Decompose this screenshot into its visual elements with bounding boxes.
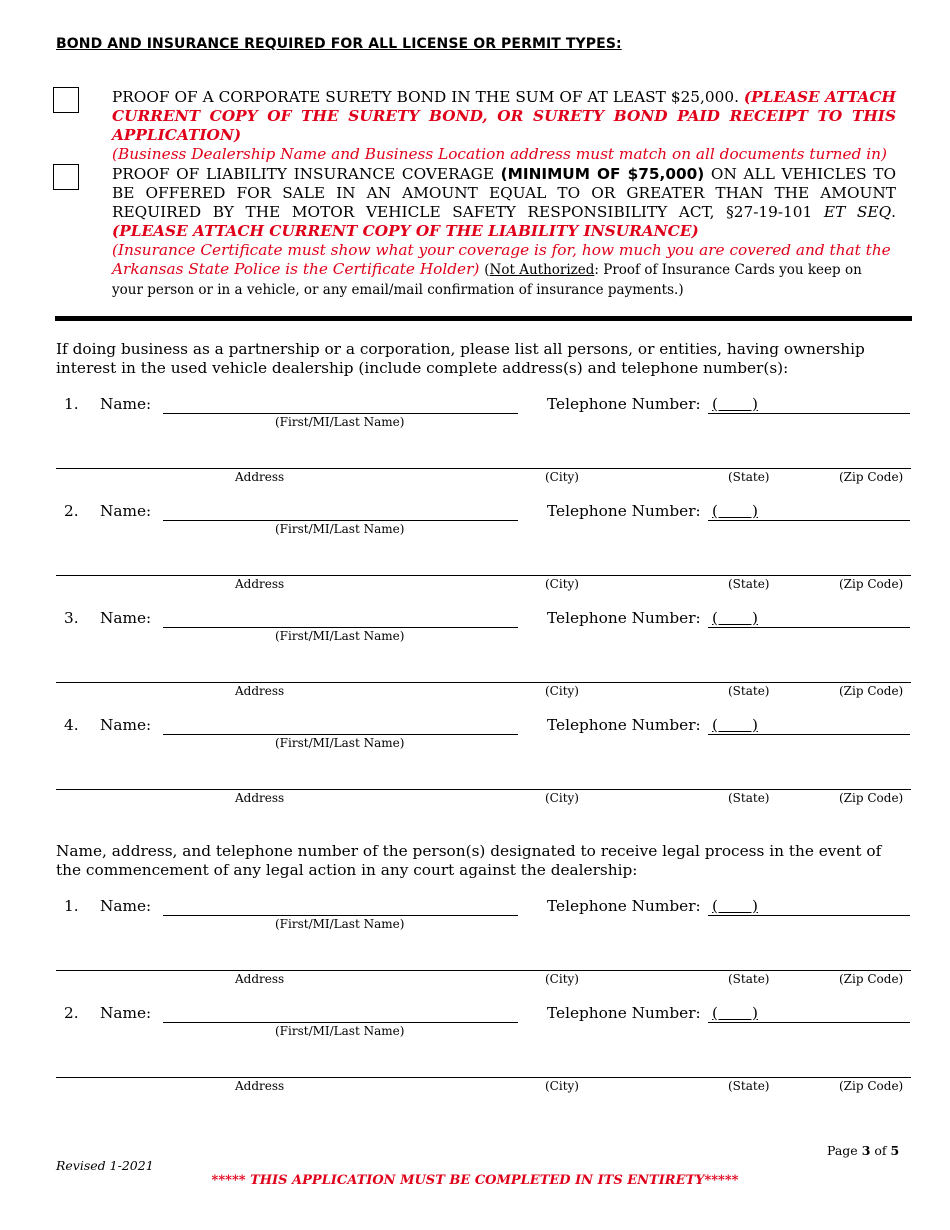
insurance-text-b: ON ALL VEHICLES TO BE OFFERED FOR SALE IN AN AMOUNT EQUAL TO OR GREATER THAN THE AMOUNT REQUIRED BY THE MOTOR VEHICLE SAFETY RESPONSIBILITY ACT, §27-19-101 (112, 165, 896, 221)
address-input-line[interactable] (56, 789, 911, 790)
address-input-line[interactable] (56, 970, 911, 971)
city-caption: (City) (545, 684, 579, 698)
not-authorized-label: Not Authorized (489, 262, 595, 278)
insurance-certificate-note: (Insurance Certificate must show what your coverage is for, how much you are covered and that the Arkansas State Police is the Certificate Holder) (112, 241, 891, 278)
insurance-minimum: (MINIMUM OF $75,000) (500, 165, 705, 183)
city-caption: (City) (545, 972, 579, 986)
address-input-line[interactable] (56, 682, 911, 683)
address-input-line[interactable] (56, 1077, 911, 1078)
bond-checkbox[interactable] (53, 87, 79, 113)
bond-match-note: (Business Dealership Name and Business Location address must match on all documents turned in) (112, 145, 887, 163)
city-caption: (City) (545, 791, 579, 805)
bond-paragraph (112, 88, 896, 164)
telephone-label: Telephone Number: (547, 1004, 701, 1022)
name-label: Name: (100, 716, 152, 734)
address-caption: Address (235, 972, 285, 986)
phone-input-line[interactable] (708, 915, 910, 916)
name-caption: (First/MI/Last Name) (275, 917, 405, 931)
phone-input-line[interactable] (708, 627, 910, 628)
zip-caption: (Zip Code) (839, 791, 904, 805)
name-input-line[interactable] (163, 915, 518, 916)
address-input-line[interactable] (56, 575, 911, 576)
telephone-label: Telephone Number: (547, 395, 701, 413)
entry-number: 3. (64, 609, 79, 627)
name-input-line[interactable] (163, 1022, 518, 1023)
phone-area-code: ( ) (712, 395, 758, 413)
phone-area-code: ( ) (712, 609, 758, 627)
state-caption: (State) (728, 972, 770, 986)
address-caption: Address (235, 791, 285, 805)
city-caption: (City) (545, 470, 579, 484)
phone-area-code: ( ) (712, 897, 758, 915)
zip-caption: (Zip Code) (839, 684, 904, 698)
telephone-label: Telephone Number: (547, 502, 701, 520)
name-caption: (First/MI/Last Name) (275, 415, 405, 429)
zip-caption: (Zip Code) (839, 972, 904, 986)
entry-number: 2. (64, 1004, 79, 1022)
address-input-line[interactable] (56, 468, 911, 469)
telephone-label: Telephone Number: (547, 716, 701, 734)
name-caption: (First/MI/Last Name) (275, 1024, 405, 1038)
name-input-line[interactable] (163, 734, 518, 735)
state-caption: (State) (728, 791, 770, 805)
legal-intro: Name, address, and telephone number of the person(s) designated to receive legal process in the event of the commencement of any legal action in any court against the dealership: (56, 842, 882, 879)
state-caption: (State) (728, 470, 770, 484)
insurance-text-a: PROOF OF LIABILITY INSURANCE COVERAGE (112, 165, 495, 183)
city-caption: (City) (545, 577, 579, 591)
insurance-et-seq: ET SEQ (823, 203, 892, 221)
phone-input-line[interactable] (708, 734, 910, 735)
bond-text: PROOF OF A CORPORATE SURETY BOND IN THE SUM OF AT LEAST $25,000. (112, 88, 739, 106)
page-number: Page 3 of 5 (827, 1143, 900, 1158)
state-caption: (State) (728, 577, 770, 591)
zip-caption: (Zip Code) (839, 1079, 904, 1093)
telephone-label: Telephone Number: (547, 609, 701, 627)
name-input-line[interactable] (163, 520, 518, 521)
name-input-line[interactable] (163, 627, 518, 628)
state-caption: (State) (728, 1079, 770, 1093)
not-authorized-text: : Proof of Insurance Cards you keep on your person or in a vehicle, or any email/mail confirmation of insurance payments.) (112, 262, 862, 298)
completion-warning: ***** THIS APPLICATION MUST BE COMPLETED IN ITS ENTIRETY***** (211, 1173, 739, 1188)
state-caption: (State) (728, 684, 770, 698)
zip-caption: (Zip Code) (839, 577, 904, 591)
name-label: Name: (100, 1004, 152, 1022)
entry-number: 2. (64, 502, 79, 520)
name-caption: (First/MI/Last Name) (275, 736, 405, 750)
insurance-paragraph: PROOF OF LIABILITY INSURANCE COVERAGE (MINIMUM OF $75,000) ON ALL VEHICLES TO BE OFFERED FOR SALE IN AN AMOUNT EQUAL TO OR GREATER THAN THE AMOUNT REQUIRED BY THE MOTOR VEHICLE SAFETY RESPONSIBILITY ACT, §27-19-101 ET SEQ. (PLEASE ATTACH CURRENT COPY OF THE LIABILITY INSURANCE) (Insurance Certificate must show what your coverage is for, how much you are covered and that the Arkansas State Police is the Certificate Holder) (Not Authorized: Proof of Insurance Cards you keep on your person or in a vehicle, or any email/mail confirmation of insurance payments.) (112, 165, 896, 298)
section-heading: BOND AND INSURANCE REQUIRED FOR ALL LICENSE OR PERMIT TYPES: (56, 36, 622, 52)
name-label: Name: (100, 609, 152, 627)
name-caption: (First/MI/Last Name) (275, 522, 405, 536)
name-input-line[interactable] (163, 413, 518, 414)
city-caption: (City) (545, 1079, 579, 1093)
section-divider (55, 316, 912, 321)
entry-number: 4. (64, 716, 79, 734)
entry-number: 1. (64, 395, 79, 413)
phone-area-code: ( ) (712, 1004, 758, 1022)
name-label: Name: (100, 502, 152, 520)
ownership-intro: If doing business as a partnership or a corporation, please list all persons, or entities, having ownership interest in the used vehicle dealership (include complete address(s) and telephone number(s): (56, 340, 865, 377)
phone-area-code: ( ) (712, 502, 758, 520)
name-label: Name: (100, 897, 152, 915)
phone-input-line[interactable] (708, 520, 910, 521)
insurance-checkbox[interactable] (53, 164, 79, 190)
insurance-attach-note: (PLEASE ATTACH CURRENT COPY OF THE LIABILITY INSURANCE) (112, 222, 699, 240)
address-caption: Address (235, 577, 285, 591)
zip-caption: (Zip Code) (839, 470, 904, 484)
address-caption: Address (235, 470, 285, 484)
name-label: Name: (100, 395, 152, 413)
name-caption: (First/MI/Last Name) (275, 629, 405, 643)
address-caption: Address (235, 684, 285, 698)
phone-input-line[interactable] (708, 1022, 910, 1023)
entry-number: 1. (64, 897, 79, 915)
bond-attach-note: (PLEASE ATTACH CURRENT COPY OF THE SURETY BOND, OR SURETY BOND PAID RECEIPT TO THIS APPLICATION) (112, 88, 896, 144)
address-caption: Address (235, 1079, 285, 1093)
phone-area-code: ( ) (712, 716, 758, 734)
telephone-label: Telephone Number: (547, 897, 701, 915)
revision-date: Revised 1-2021 (56, 1158, 154, 1173)
phone-input-line[interactable] (708, 413, 910, 414)
